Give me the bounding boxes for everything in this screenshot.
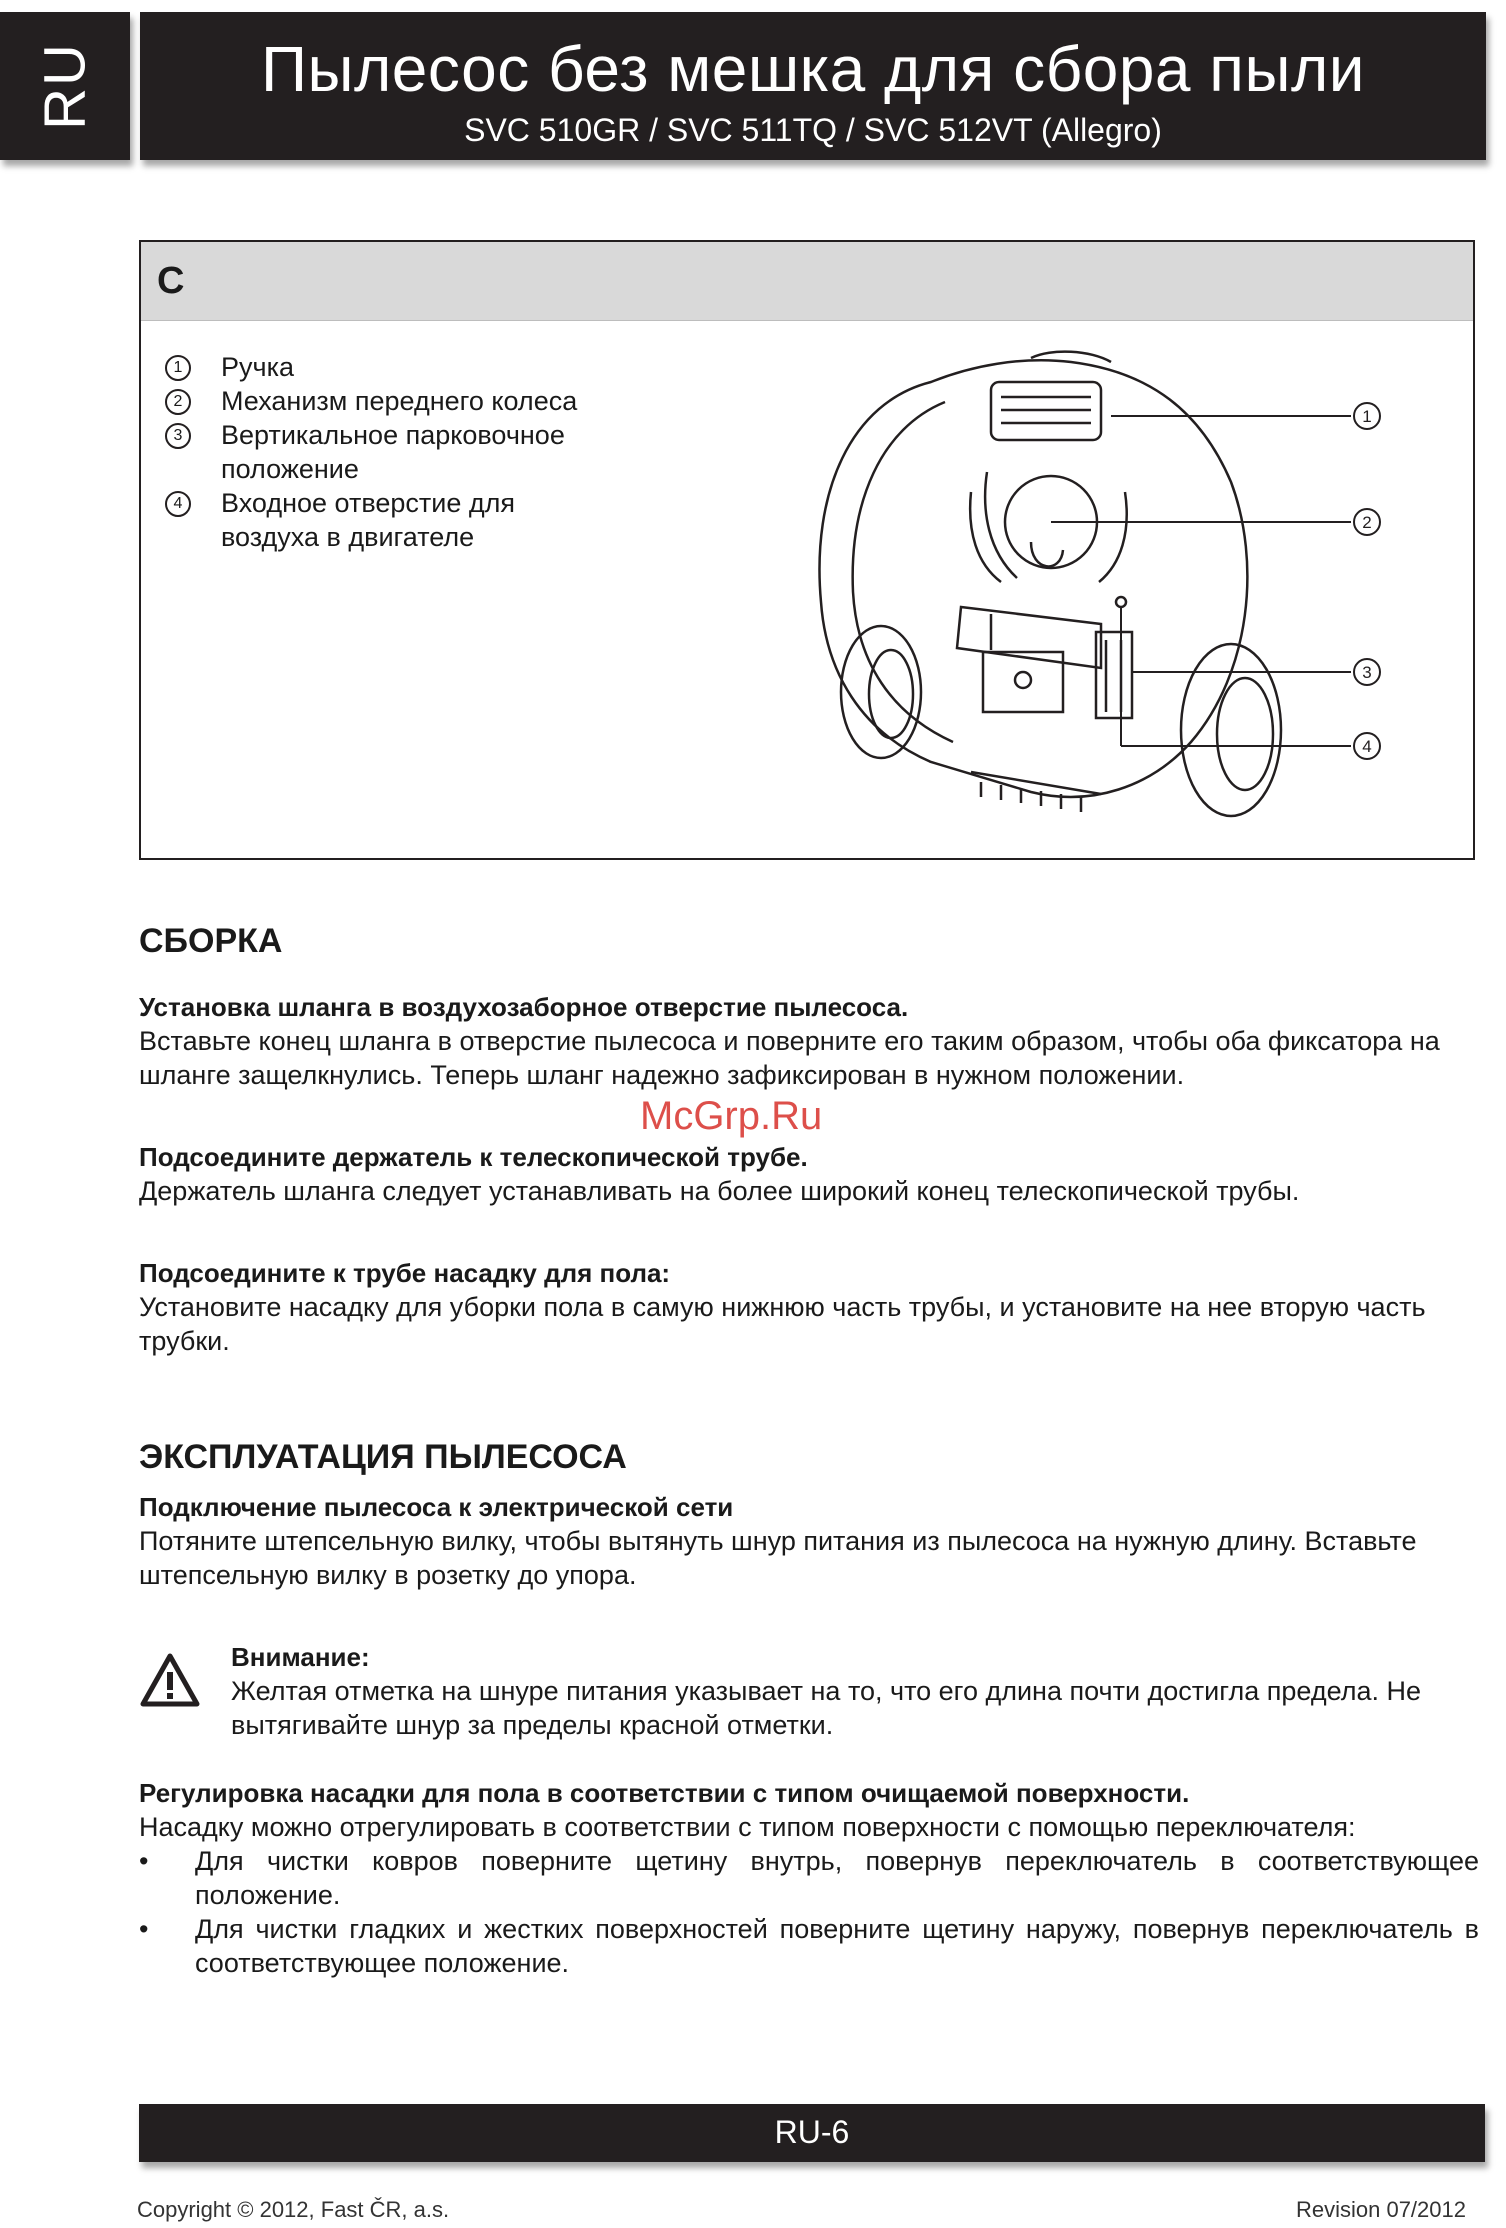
operation-step-text: Насадку можно отрегулировать в соответствии с типом поверхности с помощью переключателя: (139, 1812, 1356, 1842)
callout-number: 4 (1362, 737, 1372, 756)
legend-number: 2 (165, 389, 191, 415)
legend-text: Ручка (221, 352, 294, 382)
title-bar (140, 12, 1486, 160)
watermark: McGrp.Ru (640, 1094, 823, 1138)
legend-item (165, 384, 605, 418)
vacuum-body (819, 360, 1247, 797)
page-number: RU-6 (774, 2114, 850, 2150)
operation-step-text: Потяните штепсельную вилку, чтобы вытянуть шнур питания из пылесоса на нужную длину. Вставьте штепсельную вилку в розетку до упора. (139, 1526, 1417, 1590)
list-item: • Для чистки гладких и жестких поверхностей поверните щетину наружу, повернув переключатель в соответствующее положение. (139, 1912, 1479, 1980)
assembly-step-title: Установка шланга в воздухозаборное отверстие пылесоса. (139, 992, 909, 1022)
operation-heading: ЭКСПЛУАТАЦИЯ ПЫЛЕСОСА (139, 1438, 627, 1476)
figure-box (139, 240, 1475, 860)
left-wheel (841, 626, 921, 758)
legend-text: Входное отверстие для воздуха в двигателе (221, 488, 515, 552)
warning-text: Желтая отметка на шнуре питания указывает на то, что его длина почти достигла предела. Не вытягивайте шнур за пределы красной отметки. (231, 1676, 1422, 1740)
page-title: Пылесос без мешка для сбора пыли (260, 33, 1366, 105)
callout-number: 3 (1362, 663, 1372, 682)
model-list: SVC 510GR / SVC 511TQ / SVC 512VT (Allegro) (464, 112, 1162, 148)
warning-triangle-icon (139, 1652, 201, 1708)
revision: Revision 07/2012 (1295, 2197, 1466, 2222)
warning-title: Внимание: (231, 1642, 370, 1672)
assembly-step-text: Вставьте конец шланга в отверстие пылесоса и поверните его таким образом, чтобы оба фиксатора на шланге защелкнулись. Теперь шланг надежно зафиксирован в нужном положении. (139, 1026, 1440, 1090)
copyright: Copyright © 2012, Fast ČR, a.s. (137, 2197, 450, 2222)
legend-number: 3 (165, 423, 191, 449)
main-content (139, 918, 1479, 1980)
callout-number: 1 (1362, 407, 1372, 426)
assembly-step-title: Подсоедините держатель к телескопической трубе. (139, 1142, 808, 1172)
callout-number: 2 (1362, 513, 1372, 532)
language-tab (0, 12, 130, 160)
legend-item (165, 486, 605, 554)
warning-block (139, 1640, 1479, 1742)
legend-item (165, 350, 605, 384)
operation-step-title: Подключение пылесоса к электрической сети (139, 1492, 734, 1522)
assembly-step-text: Установите насадку для уборки пола в самую нижнюю часть трубы, и установите на нее вторую часть трубки. (139, 1292, 1426, 1356)
legend-number: 1 (165, 355, 191, 381)
legend-text: Механизм переднего колеса (221, 386, 578, 416)
vacuum-illustration (731, 342, 1431, 842)
legend-text: Вертикальное парковочное положение (221, 420, 565, 484)
assembly-step-text: Держатель шланга следует устанавливать на более широкий конец телескопической трубы. (139, 1176, 1300, 1206)
adjustment-list (139, 1844, 1479, 1980)
figure-legend (165, 350, 605, 554)
assembly-heading: СБОРКА (139, 922, 283, 960)
language-label: RU (32, 42, 98, 130)
footer-bar (139, 2104, 1485, 2162)
air-intake-port (1015, 672, 1031, 688)
figure-letter: C (157, 260, 185, 302)
legend-item (165, 418, 605, 486)
list-item: • Для чистки ковров поверните щетину внутрь, повернув переключатель в соответствующее положение. (139, 1844, 1479, 1912)
legend-number: 4 (165, 491, 191, 517)
assembly-step-title: Подсоедините к трубе насадку для пола: (139, 1258, 671, 1288)
operation-step-title: Регулировка насадки для пола в соответствии с типом очищаемой поверхности. (139, 1778, 1190, 1808)
figure-header (141, 242, 1473, 321)
